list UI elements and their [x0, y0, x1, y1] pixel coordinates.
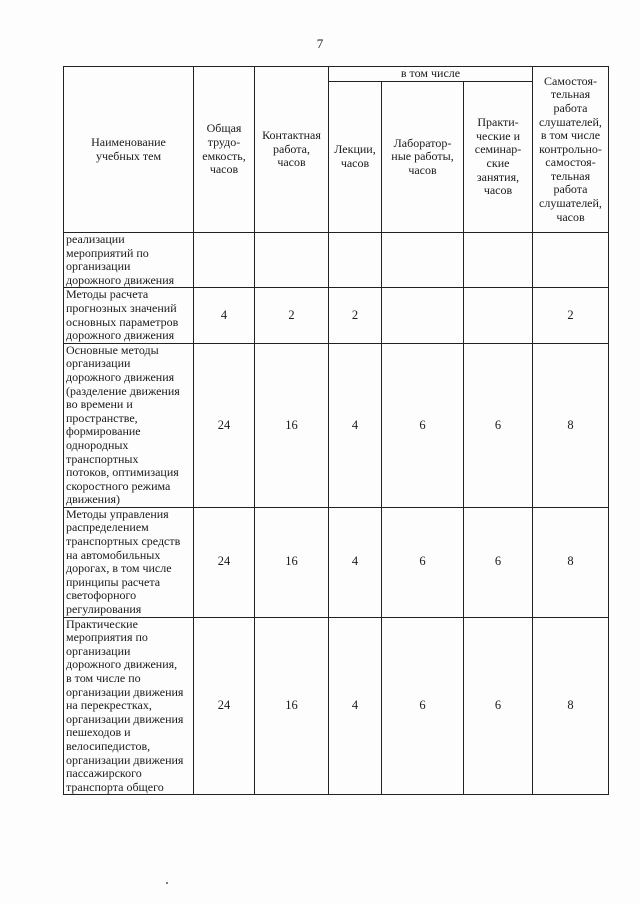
independent-hours-cell: [533, 233, 609, 288]
total-hours-cell: 4: [194, 288, 255, 343]
table-row: [64, 288, 609, 343]
header-topic: Наименование учебных тем: [64, 67, 194, 233]
header-contact: Контактная работа, часов: [255, 67, 329, 233]
topic-cell: Методы расчета прогнозных значений основных параметров дорожного движения: [64, 288, 194, 343]
independent-hours-cell: 8: [533, 343, 609, 507]
topic-cell: Практические мероприятия по организации дорожного движения, в том числе по организации движения на перекрестках, организации движения пешеходов и велосипедистов, организации движения пассажирского транспорта общего: [64, 617, 194, 795]
labs-hours-cell: [382, 233, 464, 288]
header-labs: Лаборатор- ные работы, часов: [382, 82, 464, 233]
lectures-hours-cell: 4: [329, 343, 382, 507]
table-row: [64, 507, 609, 617]
labs-hours-cell: [382, 288, 464, 343]
header-total: Общая трудо- емкость, часов: [194, 67, 255, 233]
scan-speck: [166, 882, 168, 884]
curriculum-table: [63, 66, 609, 795]
contact-hours-cell: 16: [255, 507, 329, 617]
lectures-hours-cell: 2: [329, 288, 382, 343]
independent-hours-cell: 8: [533, 617, 609, 795]
labs-hours-cell: 6: [382, 343, 464, 507]
header-including: в том числе: [329, 67, 533, 82]
labs-hours-cell: 6: [382, 617, 464, 795]
header-lectures: Лекции, часов: [329, 82, 382, 233]
total-hours-cell: 24: [194, 617, 255, 795]
practice-hours-cell: 6: [464, 507, 533, 617]
total-hours-cell: 24: [194, 343, 255, 507]
contact-hours-cell: 16: [255, 617, 329, 795]
lectures-hours-cell: 4: [329, 617, 382, 795]
header-practice: Практи- ческие и семинар- ские занятия, часов: [464, 82, 533, 233]
topic-cell: реализации мероприятий по организации дорожного движения: [64, 233, 194, 288]
total-hours-cell: [194, 233, 255, 288]
independent-hours-cell: 2: [533, 288, 609, 343]
lectures-hours-cell: [329, 233, 382, 288]
practice-hours-cell: 6: [464, 343, 533, 507]
header-row-top: [64, 67, 609, 82]
practice-hours-cell: [464, 288, 533, 343]
table-row: [64, 617, 609, 795]
contact-hours-cell: 16: [255, 343, 329, 507]
practice-hours-cell: 6: [464, 617, 533, 795]
total-hours-cell: 24: [194, 507, 255, 617]
lectures-hours-cell: 4: [329, 507, 382, 617]
contact-hours-cell: [255, 233, 329, 288]
independent-hours-cell: 8: [533, 507, 609, 617]
table-row: [64, 233, 609, 288]
table-body: [64, 233, 609, 795]
practice-hours-cell: [464, 233, 533, 288]
table-row: [64, 343, 609, 507]
topic-cell: Методы управления распределением транспортных средств на автомобильных дорогах, в том числе принципы расчета светофорного регулирования: [64, 507, 194, 617]
contact-hours-cell: 2: [255, 288, 329, 343]
page-number: 7: [316, 36, 324, 51]
header-independent: Самостоя- тельная работа слушателей, в том числе контрольно- самостоя- тельная работа слушателей, часов: [533, 67, 609, 233]
labs-hours-cell: 6: [382, 507, 464, 617]
topic-cell: Основные методы организации дорожного движения (разделение движения во времени и пространстве, формирование однородных транспортных потоков, оптимизация скоростного режима движения): [64, 343, 194, 507]
